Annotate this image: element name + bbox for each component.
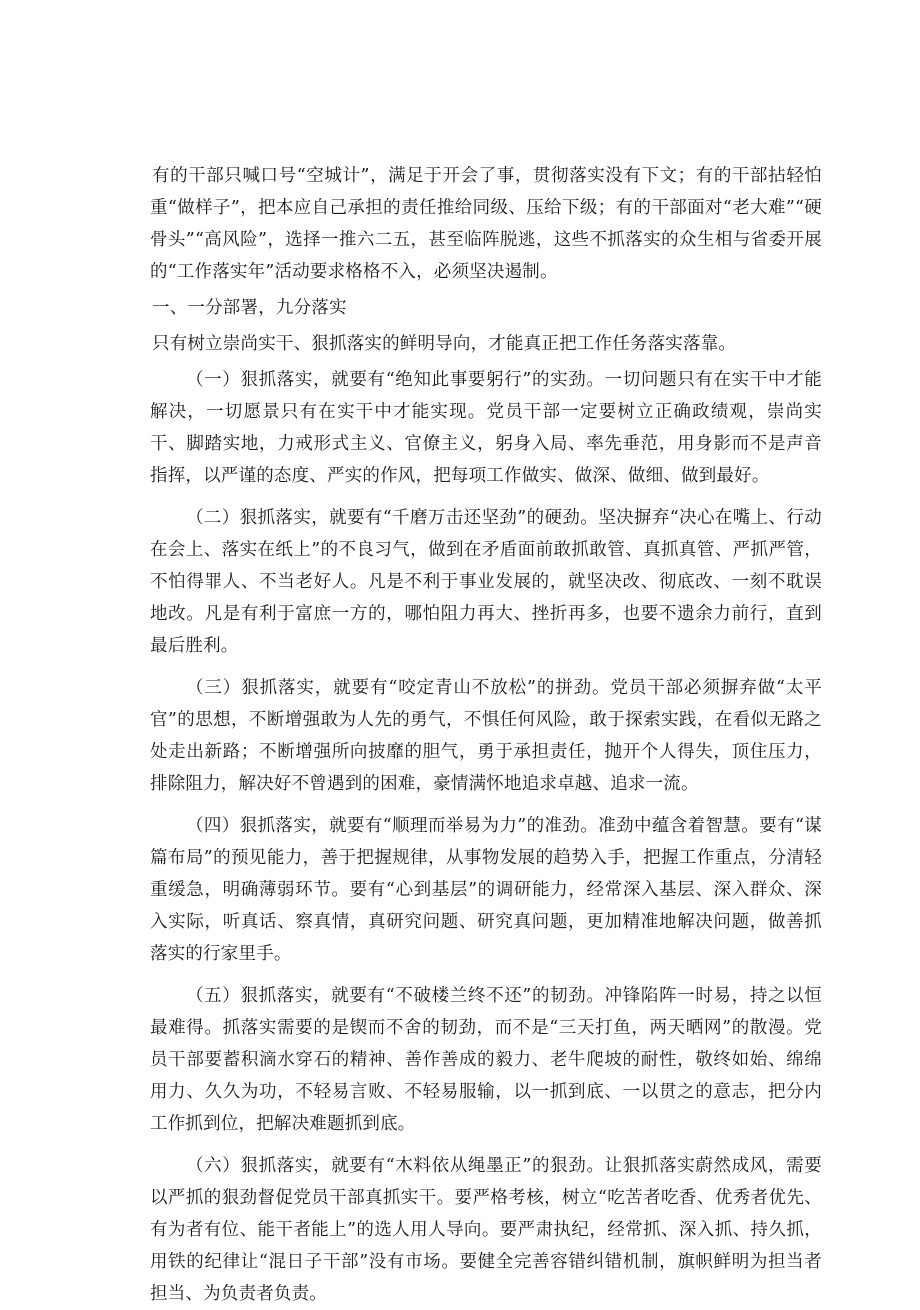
item-paragraph-1: （一）狠抓落实，就要有“绝知此事要躬行”的实劲。一切问题只有在实干中才能解决，一切愿景只有在实干中才能实现。党员干部一定要树立正确政绩观，崇尚实干、脚踏实地，力戒形式主义、官僚主义，躬身入局、率先垂范，用身影而不是声音指挥，以严谨的态度、严实的作风，把每项工作做实、做深、做细、做到最好。	[150, 370, 822, 486]
lead-paragraph: 只有树立崇尚实干、狠抓落实的鲜明导向，才能真正把工作任务落实落靠。	[152, 334, 737, 354]
section-heading: 一、一分部署，九分落实	[152, 298, 347, 318]
item-paragraph-4: （四）狠抓落实，就要有“顺理而举易为力”的准劲。准劲中蕴含着智慧。要有“谋篇布局”的预见能力，善于把握规律，从事物发展的趋势入手，把握工作重点，分清轻重缓急，明确薄弱环节。要有“心到基层”的调研能力，经常深入基层、深入群众、深入实际，听真话、察真情，真研究问题、研究真问题，更加精准地解决问题，做善抓落实的行家里手。	[150, 816, 822, 964]
document-body	[150, 160, 822, 1310]
item-paragraph-3: （三）狠抓落实，就要有“咬定青山不放松”的拼劲。党员干部必须摒弃做“太平官”的思想，不断增强敢为人先的勇气，不惧任何风险，敢于探索实践，在看似无路之处走出新路；不断增强所向披靡的胆气，勇于承担责任，抛开个人得失，顶住压力，排除阻力，解决好不曾遇到的困难，豪情满怀地追求卓越、追求一流。	[150, 678, 822, 794]
intro-paragraph: 有的干部只喊口号“空城计”，满足于开会了事，贯彻落实没有下文；有的干部拈轻怕重“做样子”，把本应自己承担的责任推给同级、压给下级；有的干部面对“老大难”“硬骨头”“高风险”，选择一推六二五，甚至临阵脱逃，这些不抓落实的众生相与省委开展的“工作落实年”活动要求格格不入，必须坚决遏制。	[150, 166, 822, 282]
item-paragraph-5: （五）狠抓落实，就要有“不破楼兰终不还”的韧劲。冲锋陷阵一时易，持之以恒最难得。抓落实需要的是锲而不舍的韧劲，而不是“三天打鱼，两天晒网”的散漫。党员干部要蓄积滴水穿石的精神、善作善成的毅力、老牛爬坡的耐性，敬终如始、绵绵用力、久久为功，不轻易言败、不轻易服输，以一抓到底、一以贯之的意志，把分内工作抓到位，把解决难题抓到底。	[150, 986, 822, 1134]
item-paragraph-6: （六）狠抓落实，就要有“木料依从绳墨正”的狠劲。让狠抓落实蔚然成风，需要以严抓的狠劲督促党员干部真抓实干。要严格考核，树立“吃苦者吃香、优秀者优先、有为者有位、能干者能上”的选人用人导向。要严肃执纪，经常抓、深入抓、持久抓，用铁的纪律让“混日子干部”没有市场。要健全完善容错纠错机制，旗帜鲜明为担当者担当、为负责者负责。	[150, 1156, 822, 1304]
item-paragraph-2: （二）狠抓落实，就要有“千磨万击还坚劲”的硬劲。坚决摒弃“决心在嘴上、行动在会上、落实在纸上”的不良习气，做到在矛盾面前敢抓敢管、真抓真管、严抓严管，不怕得罪人、不当老好人。凡是不利于事业发展的，就坚决改、彻底改、一刻不耽误地改。凡是有利于富庶一方的，哪怕阻力再大、挫折再多，也要不遗余力前行，直到最后胜利。	[150, 508, 822, 656]
